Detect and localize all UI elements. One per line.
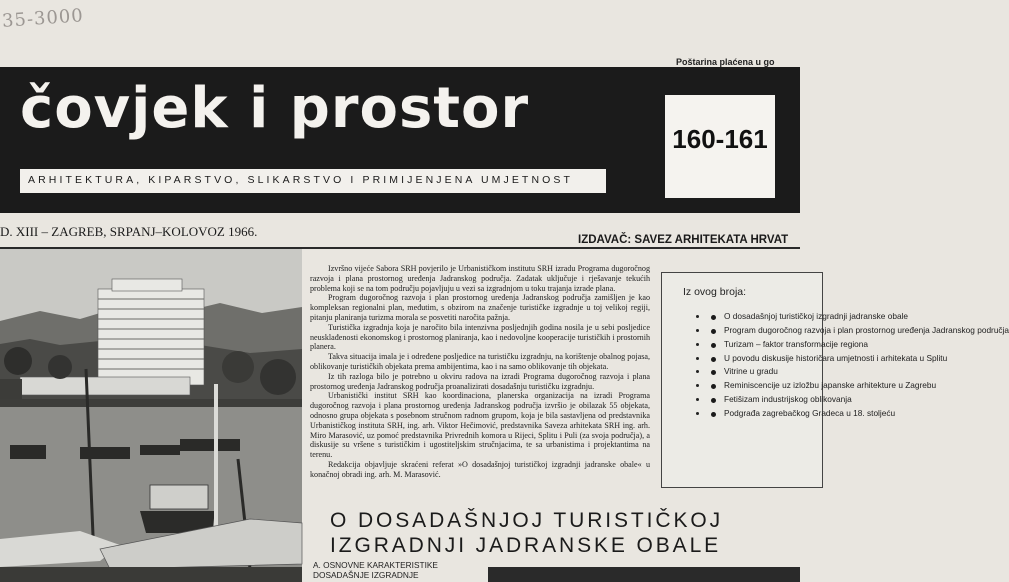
intro-article [310, 264, 650, 480]
section-label: A. OSNOVNE KARAKTERISTIKE DOSADAŠNJE IZGRADNJE [313, 560, 438, 580]
postage-note: Poštarina plaćena u go [676, 57, 775, 67]
magazine-title: čovjek i prostor [20, 76, 530, 141]
issue-line: D. XIII – ZAGREB, SRPANJ–KOLOVOZ 1966. [0, 224, 258, 239]
contents-item: • Fetišizam industrijskog oblikovanja [708, 395, 848, 405]
intro-paragraph: Redakcija objavljuje skraćeni referat »O dosadašnjoj turističkoj izgradnji jadranske obale« u konačnoj obradi ing. arh. M. Marasović. [310, 459, 650, 479]
headline-line: IZGRADNJI JADRANSKE OBALE [330, 534, 722, 557]
issue-number: 160-161 [672, 124, 768, 154]
intro-paragraph: Izvršno vijeće Sabora SRH povjerilo je Urbanističkom institutu SRH izradu Programa dugoročnog razvoja i plana prostornog uređenja Jadranskog područja. Zadatak uključuje i rješavanje tekućih problema koji se na tom području pojavljuju u vezi sa izgradnjom u toku trajanja izrade plana. [310, 264, 650, 293]
intro-paragraph: Iz tih razloga bilo je potrebno u okviru radova na izradi Programa dugoročnog razvoja i plana prostornog uređenja Jadranskog područja proanalizirati dosadašnju turističku izgradnju. [310, 371, 650, 391]
magazine-subtitle: ARHITEKTURA, KIPARSTVO, SLIKARSTVO I PRIMIJENJENA UMJETNOST [28, 174, 574, 186]
article-headline [330, 508, 723, 558]
handwritten-note: 35-3000 [1, 5, 85, 32]
intro-paragraph: Takva situacija imala je i određene posljedice na turističku izgradnju, na korištenje obalnog pojasa, oblikovanje turističkih objekata prema ambijentima, kao i na samo oblikovanje tih objekata. [310, 352, 650, 371]
intro-paragraph: Turistička izgradnja koja je naročito bila intenzivna posljednjih godina nosila je u sebi posljedice neusklađenosti ekonomskog i prostornog planiranja, kao i nedovoljne kooperacije turističkih i prostornih planera. [310, 322, 650, 352]
publisher: IZDAVAČ: SAVEZ ARHITEKATA HRVAT [578, 234, 789, 246]
contents-list [668, 311, 1009, 422]
bottom-photo-strip [488, 567, 800, 582]
headline-line: O DOSADAŠNJOJ TURISTIČKOJ [330, 509, 723, 532]
contents-item: • U povodu diskusije historičara umjetnosti i arhitekata u Splitu [708, 354, 848, 364]
hotel-harbor-photo [0, 249, 302, 582]
contents-item: • Turizam – faktor transformacije regiona [708, 340, 848, 350]
contents-item: • Podgrađa zagrebačkog Gradeca u 18. stoljeću [708, 409, 848, 419]
contents-title: Iz ovog broja: [683, 286, 747, 298]
contents-item: • Vitrine u gradu [708, 367, 848, 377]
contents-item: • Reminiscencije uz izložbu japanske arhitekture u Zagrebu [708, 381, 848, 391]
contents-item: • O dosadašnjoj turističkoj izgradnji jadranske obale [708, 312, 848, 322]
contents-item: • Program dugoročnog razvoja i plan prostornog uređenja Jadranskog područja [708, 326, 848, 336]
intro-paragraph: Urbanistički institut SRH kao koordinaciona, planerska organizacija na izradi Programa dugoročnog razvoja i plana prostornog uređenja Jadranskog područja izvršio je obilazak 55 objekata, odnosno grupa objekata s posebnom stručnom radnom grupom, koja je bila sastavljena od predstavnika Urbanističkog instituta SRH, ing. arh. Viktor Hečimović, predstavnika Saveza arhitekata SRH ing. arh. Miro Marasović, uz pomoć predstavnika Privrednih komora u Rijeci, Splitu i Puli (za svoja područja), a diskusije su vršene s turističkim i ugostiteljskim stručnjacima, te sa urbanistima i projektantima na terenu. [310, 391, 650, 460]
intro-paragraph: Program dugoročnog razvoja i plan prostornog uređenja Jadranskog područja zamišljen je kao kompleksan regionalni plan, međutim, s obzirom na značenje turističke izgradnje u toj velikoj regiji, pitanju planiranja turizma morala se posvetiti naročita pažnja. [310, 293, 650, 322]
